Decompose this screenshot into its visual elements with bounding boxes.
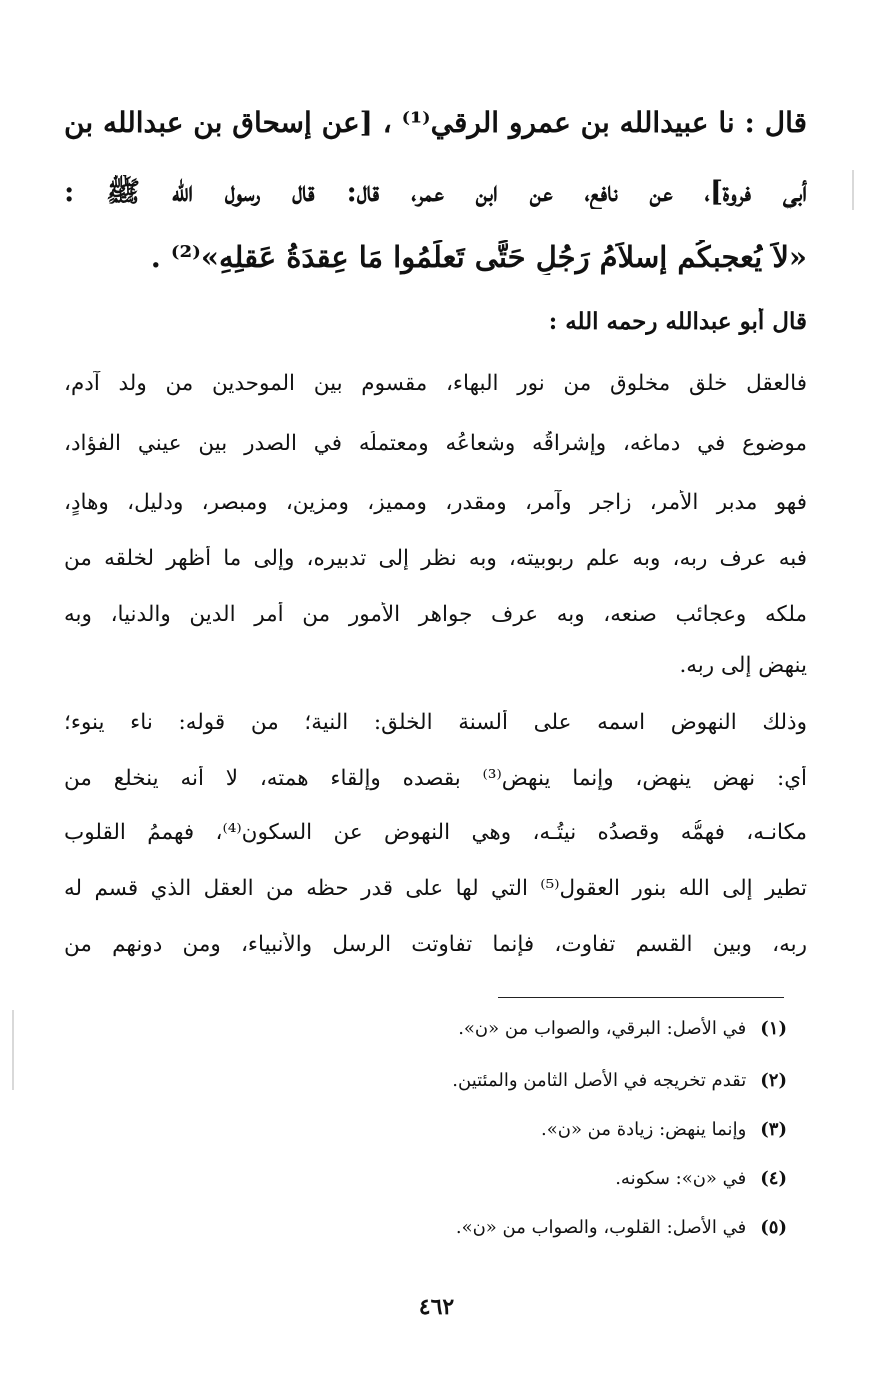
paragraph1-line: فالعقل خلق مخلوق من نور البهاء، مقسوم بين الموحدين من ولد آدم، xyxy=(64,371,807,396)
isnad-line-2: أبي فروة]، عن نافع، عن ابن عمر، قال: قال رسول الله ﷺ : xyxy=(64,175,807,208)
footnote-text: في الأصل: القلوب، والصواب من «ن». xyxy=(455,1217,747,1238)
paragraph2-line: وذلك النهوض اسمه على ألسنة الخلق: النية؛ من قوله: ناء ينوء؛ xyxy=(64,710,807,735)
footnote-text: وإنما ينهض: زيادة من «ن». xyxy=(540,1119,747,1140)
footnote-number: (٣) xyxy=(760,1119,787,1140)
footnote-text: تقدم تخريجه في الأصل الثامن والمئتين. xyxy=(452,1070,747,1091)
footnote-number: (٤) xyxy=(760,1168,787,1189)
paragraph1-line: ملكه وعجائب صنعه، وبه عرف جواهر الأمور من أمر الدين والدنيا، وبه xyxy=(64,602,807,627)
footnote-4 xyxy=(615,1168,787,1190)
footnote-number: (٢) xyxy=(760,1070,787,1091)
footnote-number: (١) xyxy=(760,1018,787,1039)
isnad-line-1: قال : نا عبيدالله بن عمرو الرقي⁽¹⁾ ، [عن إسحاق بن عبدالله بن xyxy=(64,106,807,139)
paragraph2-line: ربه، وبين القسم تفاوت، فإنما تفاوتت الرسل والأنبياء، ومن دونهم من xyxy=(64,932,807,957)
paragraph2-line: تطير إلى الله بنور العقول⁽⁵⁾ التي لها على قدر حظه من العقل الذي قسم له xyxy=(64,876,807,901)
paragraph1-line: موضوع في دماغه، وإشراقُه وشعاعُه ومعتملُه في الصدر بين عيني الفؤاد، xyxy=(64,431,807,456)
page-number: ٤٦٢ xyxy=(418,1294,455,1320)
footnote-number: (٥) xyxy=(760,1217,787,1238)
paragraph1-line: ينهض إلى ربه. xyxy=(679,653,807,678)
scan-mark xyxy=(12,1010,14,1090)
scan-mark xyxy=(852,170,854,210)
footnote-text: في «ن»: سكونه. xyxy=(615,1168,747,1189)
footnote-3 xyxy=(541,1119,787,1141)
paragraph1-line: فهو مدبر الأمر، زاجر وآمر، ومقدر، ومميز، ومزين، ومبصر، ودليل، وهادٍ، xyxy=(64,490,807,515)
footnote-text: في الأصل: البرقي، والصواب من «ن». xyxy=(458,1018,747,1039)
footnote-2 xyxy=(452,1070,787,1092)
footnote-separator xyxy=(498,997,784,998)
hadith-quote: «لاَ يُعجبكُم إسلاَمُ رَجُلٍ حَتَّى تَعلَمُوا مَا عِقدَةُ عَقلِهِ»⁽²⁾ . xyxy=(150,240,807,274)
footnote-1 xyxy=(458,1018,787,1040)
footnote-5 xyxy=(456,1217,787,1239)
paragraph2-line: مكانـه، فهمُّه وقصدُه نيتُـه، وهي النهوض عن السكون⁽⁴⁾، فهممُ القلوب xyxy=(64,820,807,845)
author-heading: قال أبو عبدالله رحمه الله : xyxy=(548,308,807,335)
paragraph1-line: فبه عرف ربه، وبه علم ربوبيته، وبه نظر إلى تدبيره، وإلى ما أظهر لخلقه من xyxy=(64,546,807,571)
paragraph2-line: أي: نهض ينهض، وإنما ينهض⁽³⁾ بقصده وإلقاء همته، لا أنه ينخلع من xyxy=(64,766,807,791)
